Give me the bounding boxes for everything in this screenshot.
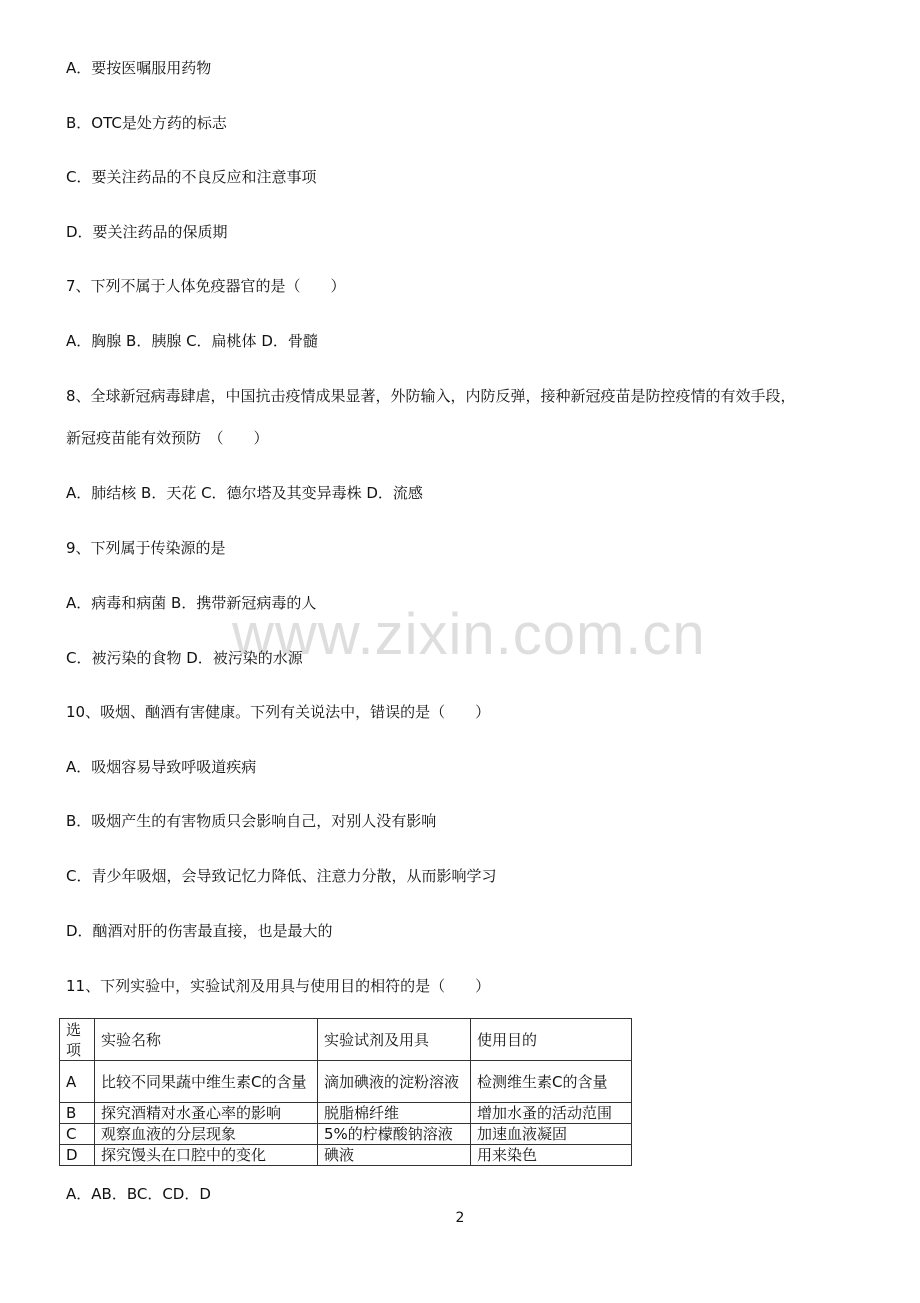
q10-option-a: A．吸烟容易导致呼吸道疾病 xyxy=(66,758,257,776)
table-cell: 增加水蚤的活动范围 xyxy=(471,1103,632,1124)
table-cell: 用来染色 xyxy=(471,1145,632,1166)
table-header-cell: 实验试剂及用具 xyxy=(318,1019,471,1061)
table-row xyxy=(60,1124,632,1145)
table-cell: 比较不同果蔬中维生素C的含量 xyxy=(95,1061,318,1103)
q10-stem: 10、吸烟、酗酒有害健康。下列有关说法中，错误的是（ ） xyxy=(66,703,491,721)
experiment-table xyxy=(59,1018,632,1166)
watermark: www.zixin.com.cn xyxy=(232,602,706,667)
table-cell: 检测维生素C的含量 xyxy=(471,1061,632,1103)
q6-option-a: A．要按医嘱服用药物 xyxy=(66,59,212,77)
table-cell: B xyxy=(60,1103,95,1124)
table-cell: A xyxy=(60,1061,95,1103)
table-cell: C xyxy=(60,1124,95,1145)
table-row xyxy=(60,1103,632,1124)
table-cell: 5%的柠檬酸钠溶液 xyxy=(318,1124,471,1145)
q10-option-d: D．酗酒对肝的伤害最直接，也是最大的 xyxy=(66,922,333,940)
q10-option-c: C．青少年吸烟，会导致记忆力降低、注意力分散，从而影响学习 xyxy=(66,867,497,885)
q9-stem: 9、下列属于传染源的是 xyxy=(66,539,226,557)
table-cell: 滴加碘液的淀粉溶液 xyxy=(318,1061,471,1103)
q11-stem: 11、下列实验中，实验试剂及用具与使用目的相符的是（ ） xyxy=(66,977,491,995)
q8-options: A．肺结核 B．天花 C．德尔塔及其变异毒株 D．流感 xyxy=(66,484,423,502)
q6-option-d: D．要关注药品的保质期 xyxy=(66,223,228,241)
q6-option-c: C．要关注药品的不良反应和注意事项 xyxy=(66,168,317,186)
q11-options: A．AB．BC．CD．D xyxy=(66,1185,211,1203)
page-number: 2 xyxy=(455,1210,465,1226)
table-cell: 加速血液凝固 xyxy=(471,1124,632,1145)
table-cell: D xyxy=(60,1145,95,1166)
q7-options: A．胸腺 B．胰腺 C．扁桃体 D．骨髓 xyxy=(66,332,318,350)
q7-stem: 7、下列不属于人体免疫器官的是（ ） xyxy=(66,277,346,295)
table-cell: 探究酒精对水蚤心率的影响 xyxy=(95,1103,318,1124)
table-cell: 探究馒头在口腔中的变化 xyxy=(95,1145,318,1166)
q6-option-b: B．OTC是处方药的标志 xyxy=(66,114,227,132)
table-row xyxy=(60,1145,632,1166)
table-cell: 脱脂棉纤维 xyxy=(318,1103,471,1124)
q9-options-cd: C．被污染的食物 D．被污染的水源 xyxy=(66,649,303,667)
table-cell: 碘液 xyxy=(318,1145,471,1166)
table-cell: 观察血液的分层现象 xyxy=(95,1124,318,1145)
table-header-cell: 使用目的 xyxy=(471,1019,632,1061)
q8-stem-line2: 新冠疫苗能有效预防 （ ） xyxy=(66,429,269,447)
table-row xyxy=(60,1061,632,1103)
q8-stem-line1: 8、全球新冠病毒肆虐，中国抗击疫情成果显著，外防输入，内防反弹，接种新冠疫苗是防控疫情的有效手段， xyxy=(66,387,796,405)
table-header-row xyxy=(60,1019,632,1061)
table-header-cell: 选项 xyxy=(60,1019,95,1061)
q10-option-b: B．吸烟产生的有害物质只会影响自己，对别人没有影响 xyxy=(66,812,437,830)
q9-options-ab: A．病毒和病菌 B．携带新冠病毒的人 xyxy=(66,594,317,612)
table-header-cell: 实验名称 xyxy=(95,1019,318,1061)
